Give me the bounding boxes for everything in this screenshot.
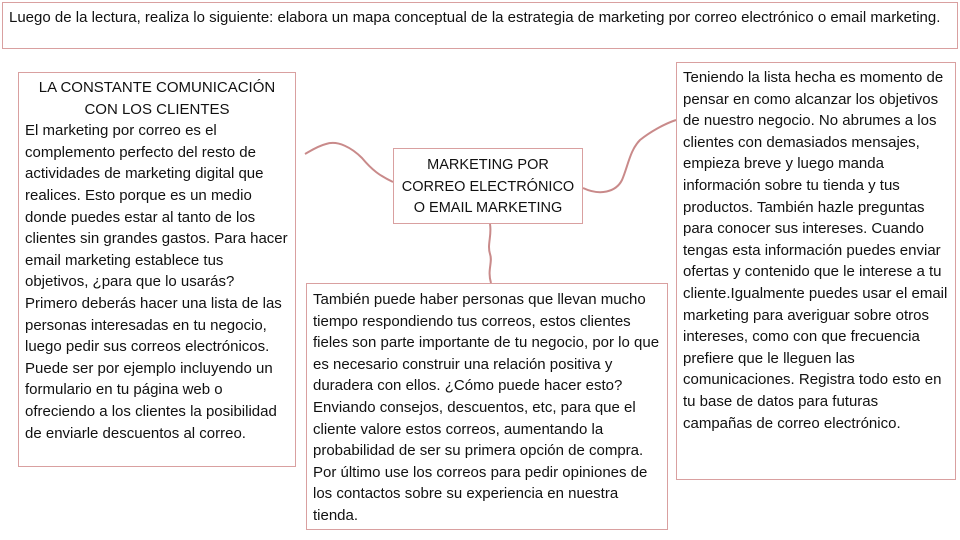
instruction-banner xyxy=(2,2,958,49)
left-body-text: El marketing por correo es el complemento perfecto del resto de actividades de marketing digital que realices. Esto porque es un medio donde puedes estar al tanto de los clientes sin grandes gastos. Para hacer email marketing establece tus objetivos, ¿para que lo usarás? Primero deberás hacer una lista de las personas interesadas en tu negocio, luego pedir sus correos electrónicos. Puede ser por ejemplo incluyendo un formulario en tu página web o ofreciendo a los clientes la posibilidad de enviarle descuentos al correo. xyxy=(25,122,288,442)
bottom-concept-box xyxy=(306,283,668,530)
central-concept-box xyxy=(393,148,583,224)
central-title-line1: MARKETING POR xyxy=(427,157,549,173)
connector-left xyxy=(305,143,393,182)
central-title-line3: O EMAIL MARKETING xyxy=(413,200,563,216)
left-concept-box xyxy=(18,72,296,467)
connector-right xyxy=(583,120,676,192)
left-heading xyxy=(25,77,289,120)
connector-bottom xyxy=(489,224,491,283)
central-title-line2: CORREO ELECTRÓNICO xyxy=(401,178,575,195)
right-body-text: Teniendo la lista hecha es momento de pensar en como alcanzar los objetivos de nuestro negocio. No abrumes a los clientes con demasiados mensajes, empieza breve y luego manda información sobre tu tienda y tus productos. También hazle preguntas para conocer sus intereses. Cuando tengas esta información puedes enviar ofertas y contenido que le interese a tu cliente.Igualmente puedes usar el email marketing para averiguar sobre otros intereses, como con que frecuencia prefiere que le lleguen las comunicaciones. Registra todo esto en tu base de datos para futuras campañas de correo electrónico. xyxy=(683,69,948,432)
instruction-text: Luego de la lectura, realiza lo siguiente: elabora un mapa conceptual de la estrategia de marketing por correo electrónico o email marketing. xyxy=(9,9,941,26)
left-heading-line2: CON LOS CLIENTES xyxy=(84,100,230,118)
left-heading-line1: LA CONSTANTE COMUNICACIÓN xyxy=(38,79,276,96)
bottom-body-text: También puede haber personas que llevan mucho tiempo respondiendo tus correos, estos clientes fieles son parte importante de tu negocio, por lo que es necesario construir una relación positiva y duradera con ellos. ¿Cómo puede hacer esto? Enviando consejos, descuentos, etc, para que el cliente valore estos correos, aumentando la probabilidad de ser su primera opción de compra. Por último use los correos para pedir opiniones de los contactos sobre su experiencia en nuestra tienda. xyxy=(313,291,660,524)
right-concept-box xyxy=(676,62,956,480)
